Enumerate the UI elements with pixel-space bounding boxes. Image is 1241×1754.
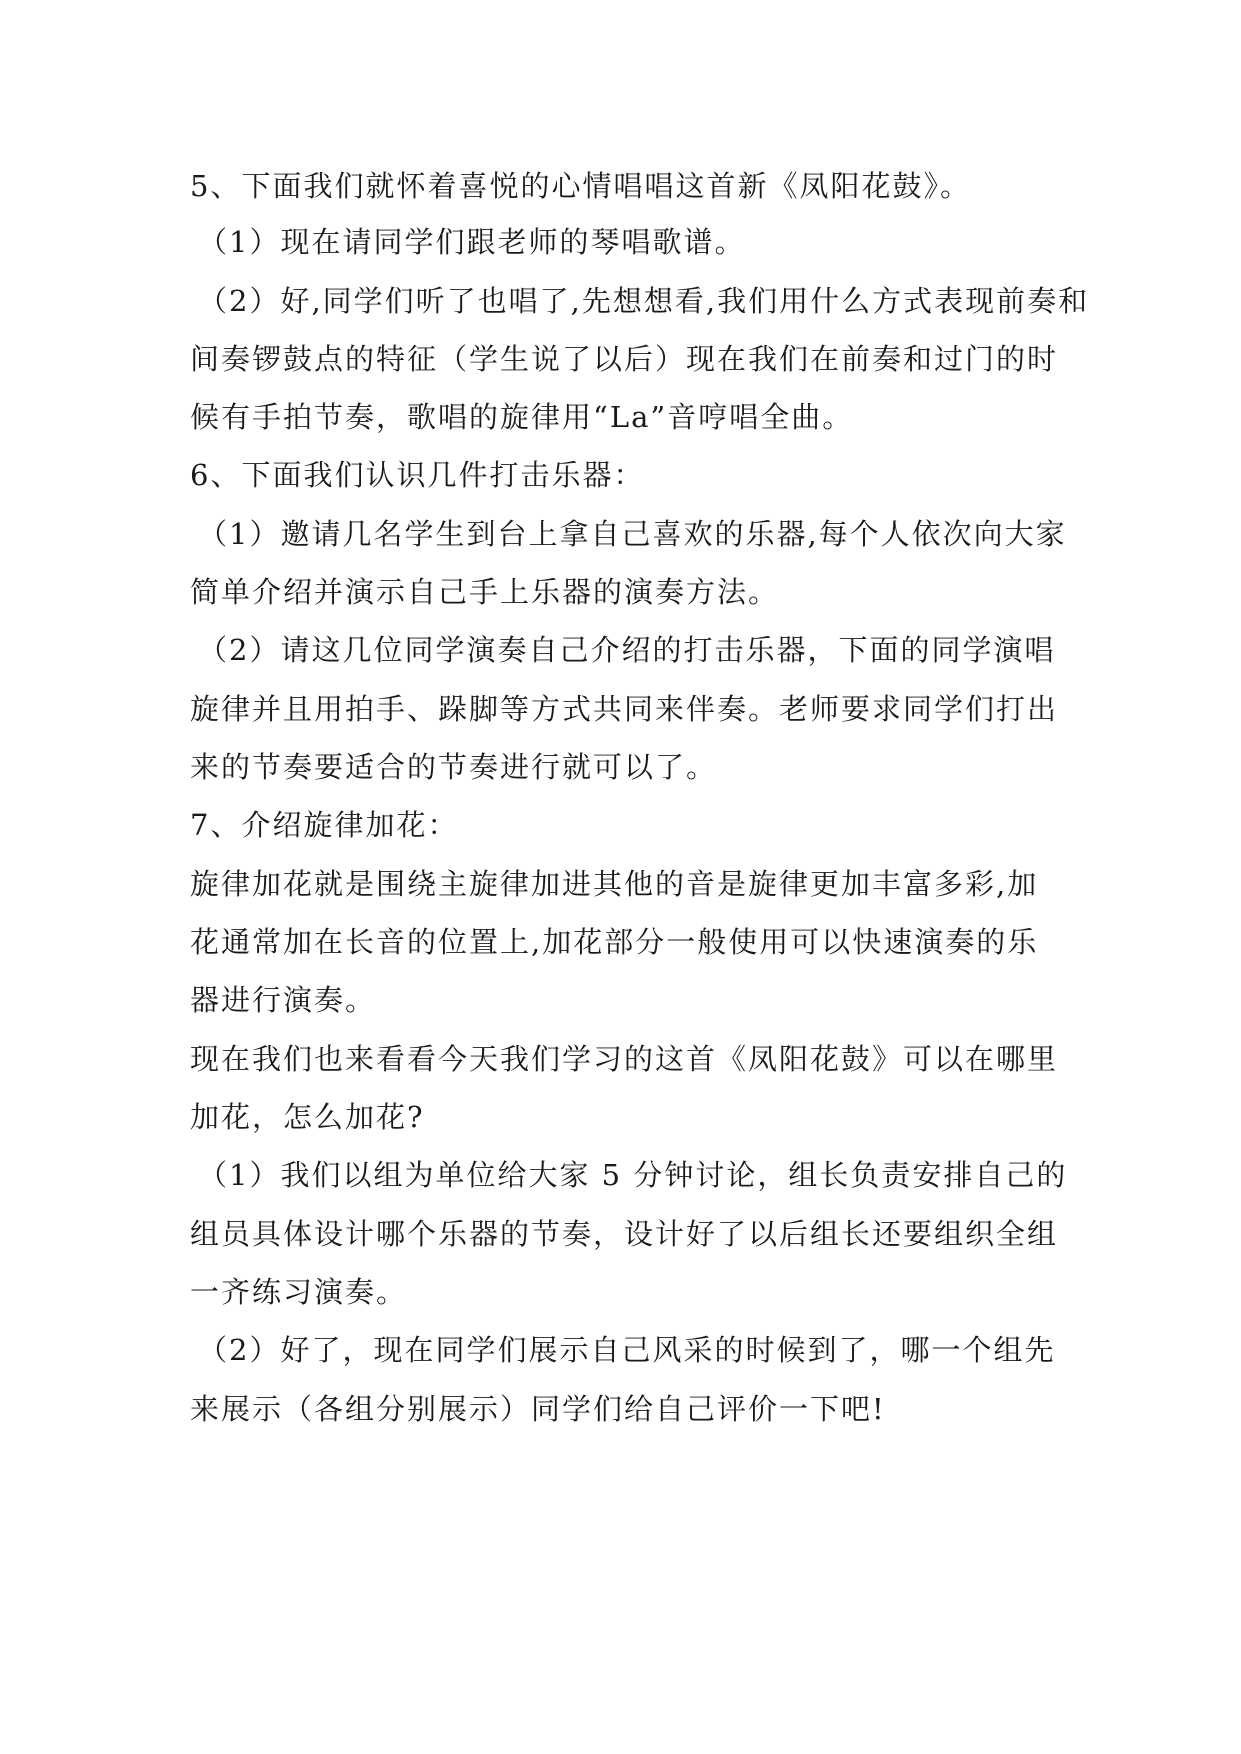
text-line: 现在我们也来看看今天我们学习的这首《凤阳花鼓》可以在哪里: [190, 1042, 1059, 1076]
text-line: 器进行演奏。: [190, 983, 377, 1017]
text-line: 间奏锣鼓点的特征（学生说了以后）现在我们在前奏和过门的时: [190, 342, 1059, 376]
text-line: （1）邀请几名学生到台上拿自己喜欢的乐器,每个人依次向大家: [198, 517, 1067, 551]
text-line: 7、介绍旋律加花：: [190, 808, 459, 842]
text-line: 旋律并且用拍手、跺脚等方式共同来伴奏。老师要求同学们打出: [190, 692, 1059, 726]
text-line: （1）现在请同学们跟老师的琴唱歌谱。: [198, 225, 746, 259]
text-line: 一齐练习演奏。: [190, 1275, 408, 1309]
text-line: 加花，怎么加花?: [190, 1100, 425, 1134]
text-line: 花通常加在长音的位置上,加花部分一般使用可以快速演奏的乐: [190, 925, 1039, 959]
text-line: 5、下面我们就怀着喜悦的心情唱唱这首新《凤阳花鼓》。: [190, 169, 971, 203]
text-line: 候有手拍节奏，歌唱的旋律用“La”音哼唱全曲。: [190, 400, 854, 434]
text-line: 6、下面我们认识几件打击乐器：: [190, 458, 645, 492]
text-line: （2）好,同学们听了也唱了,先想想看,我们用什么方式表现前奏和: [198, 284, 1090, 318]
text-line: 来的节奏要适合的节奏进行就可以了。: [190, 750, 718, 784]
text-line: （2）请这几位同学演奏自己介绍的打击乐器，下面的同学演唱: [198, 633, 1056, 667]
text-line: 组员具体设计哪个乐器的节奏，设计好了以后组长还要组织全组: [190, 1217, 1059, 1251]
text-line: （1）我们以组为单位给大家 5 分钟讨论，组长负责安排自己的: [198, 1158, 1068, 1192]
text-line: 简单介绍并演示自己手上乐器的演奏方法。: [190, 575, 780, 609]
text-line: 来展示（各组分别展示）同学们给自己评价一下吧!: [190, 1392, 886, 1426]
text-line: （2）好了，现在同学们展示自己风采的时候到了，哪一个组先: [198, 1333, 1056, 1367]
text-line: 旋律加花就是围绕主旋律加进其他的音是旋律更加丰富多彩,加: [190, 867, 1039, 901]
